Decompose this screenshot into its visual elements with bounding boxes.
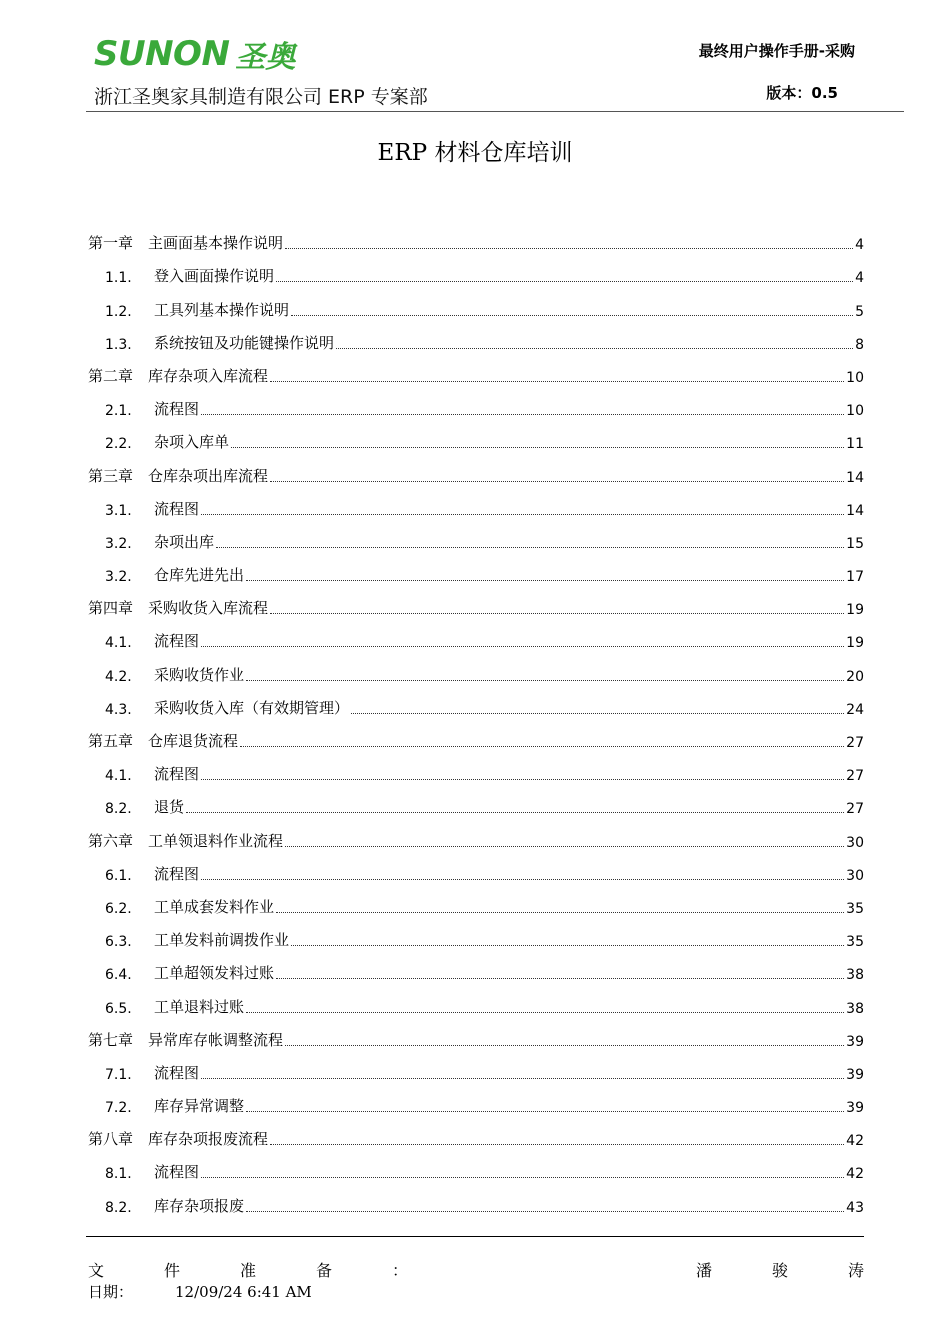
toc-dot-leader [186, 812, 844, 813]
toc-entry[interactable] [88, 486, 864, 519]
toc-dot-leader [201, 414, 844, 415]
toc-entry-text: 采购收货入库（有效期管理） [154, 698, 350, 717]
toc-dot-leader [246, 580, 844, 581]
toc-entry-number: 4.3. [105, 701, 132, 718]
toc-entry-text: 流程图 [154, 400, 200, 419]
toc-dot-leader [285, 1045, 844, 1046]
toc-entry-page: 8 [855, 336, 864, 353]
toc-entry[interactable] [88, 286, 864, 319]
toc-entry-text: 登入画面操作说明 [154, 267, 275, 286]
toc-entry[interactable] [88, 253, 864, 286]
toc-entry-number: 3.2. [105, 569, 132, 586]
toc-entry-number: 6.1. [105, 867, 132, 884]
toc-entry-text: 仓库杂项出库流程 [148, 466, 269, 485]
toc-entry-page: 11 [846, 436, 864, 453]
toc-entry-page: 38 [846, 1000, 864, 1017]
toc-dot-leader [201, 1078, 844, 1079]
toc-entry[interactable] [88, 851, 864, 884]
toc-entry-text: 流程图 [154, 1063, 200, 1082]
toc-entry-page: 43 [846, 1199, 864, 1216]
toc-entry-text: 杂项入库单 [154, 433, 230, 452]
toc-entry-text: 流程图 [154, 1163, 200, 1182]
prepared-by-char: 潘 [695, 1261, 712, 1280]
toc-dot-leader [351, 713, 844, 714]
toc-entry-number: 7.1. [105, 1066, 132, 1083]
toc-entry-page: 10 [846, 403, 864, 420]
toc-entry-page: 38 [846, 967, 864, 984]
toc-entry[interactable] [88, 784, 864, 817]
toc-entry-page: 24 [846, 701, 864, 718]
toc-entry-text: 仓库退货流程 [148, 732, 239, 750]
toc-entry-page: 35 [846, 934, 864, 951]
toc-entry-text: 流程图 [154, 864, 200, 883]
toc-entry-text: 流程图 [154, 632, 200, 651]
toc-entry[interactable] [88, 1017, 864, 1050]
toc-entry-number: 第三章 [88, 466, 134, 485]
toc-entry-number: 3.1. [105, 502, 132, 519]
date-value: 12/09/24 6:41 AM [175, 1283, 312, 1301]
prepared-by-char: 件 [164, 1261, 181, 1280]
toc-entry-number: 4.2. [105, 668, 132, 685]
toc-dot-leader [270, 381, 844, 382]
toc-entry[interactable] [88, 651, 864, 684]
toc-entry-page: 27 [846, 735, 864, 751]
prepared-by-char: 准 [240, 1261, 257, 1280]
toc-entry-page: 19 [846, 602, 864, 619]
toc-entry[interactable] [88, 320, 864, 353]
toc-dot-leader [240, 746, 844, 747]
toc-entry[interactable] [88, 1182, 864, 1215]
toc-entry-page: 17 [846, 569, 864, 586]
footer-divider [86, 1236, 864, 1237]
prepared-by-char: ： [392, 1261, 409, 1280]
logo-cjk-text: 圣奥 [235, 40, 296, 75]
toc-entry-text: 库存异常调整 [154, 1097, 245, 1116]
toc-entry-page: 27 [846, 768, 864, 785]
toc-entry[interactable] [88, 1083, 864, 1116]
toc-entry-number: 第二章 [88, 366, 134, 385]
toc-dot-leader [201, 879, 844, 880]
toc-entry-page: 42 [846, 1166, 864, 1183]
toc-entry-text: 仓库先进先出 [154, 566, 245, 585]
toc-entry-text: 采购收货入库流程 [148, 599, 269, 618]
toc-entry-text: 流程图 [154, 499, 200, 518]
toc-entry-text: 工单发料前调拨作业 [154, 931, 290, 950]
toc-entry[interactable] [88, 386, 864, 419]
toc-entry[interactable] [88, 817, 864, 850]
toc-dot-leader [216, 547, 844, 548]
prepared-by-char [468, 1258, 484, 1281]
prepared-by-char [544, 1258, 560, 1281]
toc-dot-leader [336, 348, 853, 349]
toc-entry[interactable] [88, 917, 864, 950]
toc-entry-number: 第七章 [88, 1030, 134, 1049]
toc-dot-leader [246, 1111, 844, 1112]
toc-entry-number: 7.2. [105, 1100, 132, 1117]
toc-entry-page: 5 [855, 303, 864, 320]
toc-entry-number: 8.1. [105, 1166, 132, 1183]
toc-entry-page: 4 [855, 270, 864, 287]
toc-entry-text: 退货 [154, 798, 185, 817]
toc-entry-number: 第六章 [88, 831, 134, 850]
toc-entry-page: 14 [846, 502, 864, 519]
toc-entry[interactable] [88, 353, 864, 386]
prepared-by-char [620, 1258, 636, 1281]
table-of-contents [88, 220, 864, 1216]
toc-entry[interactable] [88, 751, 864, 784]
toc-entry-number: 4.1. [105, 768, 132, 785]
toc-dot-leader [201, 779, 844, 780]
toc-dot-leader [246, 1012, 844, 1013]
toc-dot-leader [201, 646, 844, 647]
toc-entry[interactable] [88, 718, 864, 751]
toc-entry-number: 8.2. [105, 801, 132, 818]
toc-entry-number: 1.3. [105, 336, 132, 353]
toc-dot-leader [201, 1177, 844, 1178]
toc-entry-number: 8.2. [105, 1199, 132, 1216]
manual-title: 最终用户操作手册-采购 [698, 42, 855, 60]
toc-entry-text: 工单领退料作业流程 [148, 831, 284, 850]
toc-entry-text: 工单成套发料作业 [154, 897, 275, 916]
toc-entry-page: 39 [846, 1033, 864, 1050]
toc-entry-page: 4 [855, 237, 864, 254]
toc-entry-text: 主画面基本操作说明 [148, 234, 284, 253]
toc-entry-number: 4.1. [105, 635, 132, 652]
toc-entry-number: 第八章 [88, 1130, 134, 1149]
date-label: 日期： [88, 1283, 134, 1301]
toc-entry-page: 20 [846, 668, 864, 685]
toc-entry-page: 27 [846, 801, 864, 818]
company-logo [94, 34, 295, 74]
toc-entry[interactable] [88, 419, 864, 452]
toc-dot-leader [276, 912, 844, 913]
toc-entry-text: 工单退料过账 [154, 997, 245, 1016]
toc-entry[interactable] [88, 884, 864, 917]
toc-entry-text: 杂项出库 [154, 532, 215, 551]
toc-entry-text: 库存杂项报废流程 [148, 1130, 269, 1149]
toc-entry[interactable] [88, 1116, 864, 1149]
toc-entry-number: 1.2. [105, 303, 132, 320]
toc-entry-page: 39 [846, 1100, 864, 1117]
toc-entry[interactable] [88, 220, 864, 253]
toc-dot-leader [246, 1211, 844, 1212]
prepared-by-char: 文 [88, 1261, 105, 1280]
prepared-by-line [88, 1258, 864, 1281]
toc-entry-page: 39 [846, 1066, 864, 1083]
date-line [88, 1281, 312, 1302]
header-divider [86, 111, 904, 112]
toc-entry-page: 10 [846, 369, 864, 386]
document-title: ERP 材料仓库培训 [377, 140, 573, 166]
toc-entry-number: 第四章 [88, 599, 134, 618]
version-label: 版本：0.5 [766, 84, 838, 102]
toc-entry-page: 30 [846, 834, 864, 851]
toc-entry-text: 采购收货作业 [154, 665, 245, 684]
toc-entry-number: 6.3. [105, 934, 132, 951]
toc-entry-page: 30 [846, 867, 864, 884]
toc-entry[interactable] [88, 983, 864, 1016]
toc-entry[interactable] [88, 552, 864, 585]
toc-entry-number: 6.4. [105, 967, 132, 984]
toc-entry[interactable] [88, 950, 864, 983]
toc-dot-leader [270, 481, 844, 482]
toc-entry-text: 系统按钮及功能键操作说明 [154, 333, 335, 352]
toc-entry-text: 异常库存帐调整流程 [148, 1030, 284, 1049]
toc-dot-leader [285, 846, 844, 847]
toc-entry[interactable] [88, 685, 864, 718]
toc-dot-leader [270, 613, 844, 614]
toc-entry-text: 流程图 [154, 765, 200, 784]
toc-entry-text: 库存杂项入库流程 [148, 366, 269, 385]
toc-entry[interactable] [88, 618, 864, 651]
toc-entry-text: 库存杂项报废 [154, 1196, 245, 1215]
toc-entry-number: 2.2. [105, 436, 132, 453]
toc-entry[interactable] [88, 519, 864, 552]
toc-entry-number: 2.1. [105, 403, 132, 420]
toc-dot-leader [270, 1144, 844, 1145]
toc-dot-leader [201, 514, 844, 515]
toc-entry-number: 3.2. [105, 535, 132, 552]
company-name: 浙江圣奥家具制造有限公司 ERP 专案部 [94, 86, 428, 108]
prepared-by-char: 备 [316, 1261, 333, 1280]
toc-dot-leader [276, 978, 844, 979]
prepared-by-char: 骏 [771, 1261, 788, 1280]
toc-dot-leader [276, 281, 853, 282]
toc-entry-number: 1.1. [105, 270, 132, 287]
toc-entry[interactable] [88, 1149, 864, 1182]
toc-entry-text: 工具列基本操作说明 [154, 300, 290, 319]
toc-dot-leader [246, 680, 844, 681]
toc-entry-number: 6.2. [105, 900, 132, 917]
toc-dot-leader [291, 315, 853, 316]
toc-entry-number: 第五章 [88, 732, 134, 750]
toc-entry[interactable] [88, 1050, 864, 1083]
toc-dot-leader [231, 447, 844, 448]
toc-entry-page: 19 [846, 635, 864, 652]
logo-latin-text: SUNON [94, 34, 230, 74]
prepared-by-char: 涛 [847, 1261, 864, 1280]
toc-entry-number: 第一章 [88, 234, 134, 253]
toc-entry-number: 6.5. [105, 1000, 132, 1017]
toc-entry-page: 15 [846, 535, 864, 552]
toc-dot-leader [291, 945, 844, 946]
toc-entry[interactable] [88, 585, 864, 618]
toc-entry-page: 42 [846, 1133, 864, 1150]
toc-entry-page: 35 [846, 900, 864, 917]
toc-entry-text: 工单超领发料过账 [154, 964, 275, 983]
toc-entry-page: 14 [846, 469, 864, 486]
toc-entry[interactable] [88, 452, 864, 485]
toc-dot-leader [285, 248, 853, 249]
